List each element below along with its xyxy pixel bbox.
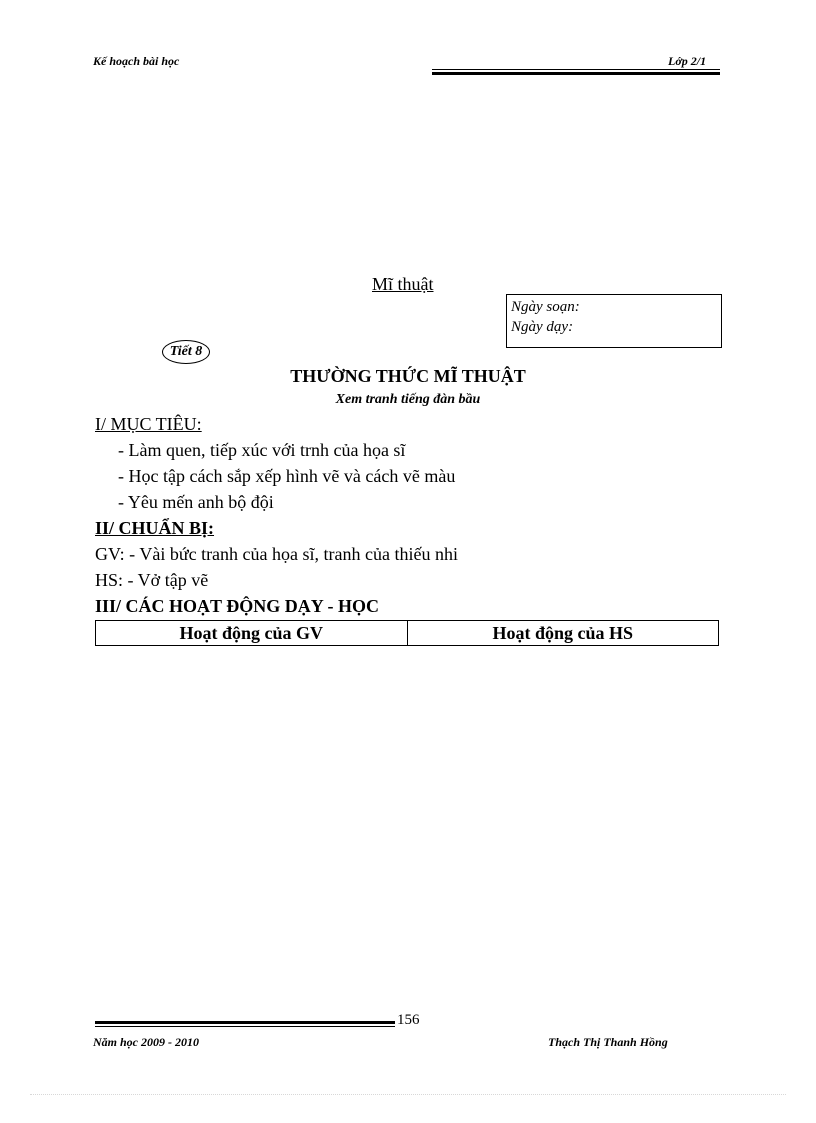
objective-item: - Làm quen, tiếp xúc với trnh của họa sĩ bbox=[118, 440, 406, 460]
page-number: 156 bbox=[397, 1012, 420, 1028]
activities-table bbox=[95, 620, 719, 646]
header-rule bbox=[432, 69, 720, 70]
subject-title: Mĩ thuật bbox=[372, 274, 434, 294]
lesson-title: THƯỜNG THỨC MĨ THUẬT bbox=[290, 366, 526, 386]
prepare-date-label: Ngày soạn: bbox=[511, 299, 580, 315]
objective-item: - Học tập cách sắp xếp hình vẽ và cách vẽ màu bbox=[118, 466, 456, 486]
teacher-activity-header: Hoạt động của GV bbox=[179, 622, 324, 643]
preparation-heading: II/ CHUẨN BỊ: bbox=[95, 518, 215, 538]
lesson-number-badge bbox=[162, 340, 210, 364]
header-rule-thick bbox=[432, 72, 720, 75]
objectives-heading: I/ MỤC TIÊU: bbox=[95, 414, 202, 434]
activities-heading: III/ CÁC HOẠT ĐỘNG DẠY - HỌC bbox=[95, 596, 380, 616]
header-title: Kế hoạch bài học bbox=[93, 54, 180, 68]
student-activity-header: Hoạt động của HS bbox=[407, 621, 719, 645]
footer-rule-thick bbox=[95, 1021, 395, 1024]
footer-school-year: Năm học 2009 - 2010 bbox=[93, 1035, 199, 1049]
lesson-number-label: Tiết 8 bbox=[169, 344, 203, 359]
preparation-hs: HS: - Vở tập vẽ bbox=[95, 570, 209, 590]
preparation-gv: GV: - Vài bức tranh của họa sĩ, tranh của thiếu nhi bbox=[95, 544, 458, 564]
teach-date-label: Ngày dạy: bbox=[511, 319, 574, 335]
header-class: Lớp 2/1 bbox=[668, 54, 707, 68]
page-edge-divider bbox=[30, 1094, 786, 1095]
footer-author: Thạch Thị Thanh Hồng bbox=[548, 1035, 668, 1049]
objective-item: - Yêu mến anh bộ đội bbox=[118, 492, 274, 512]
lesson-subtitle: Xem tranh tiếng đàn bầu bbox=[335, 392, 481, 407]
footer-rule bbox=[95, 1026, 395, 1027]
date-box bbox=[506, 294, 722, 348]
